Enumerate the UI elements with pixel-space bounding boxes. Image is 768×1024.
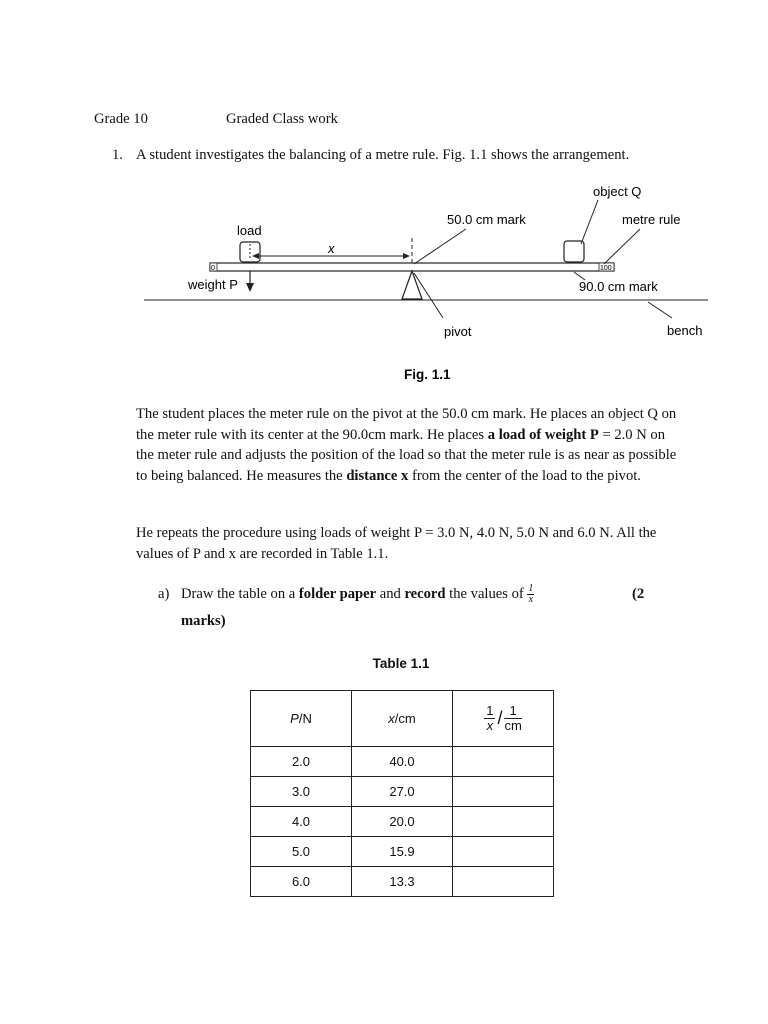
table-row xyxy=(251,867,554,897)
bench-label-line xyxy=(648,302,672,318)
part-a-instruction xyxy=(181,584,534,605)
table-caption: Table 1.1 xyxy=(372,656,430,671)
table-row xyxy=(251,807,554,837)
para1-part-e: from the center of the load to the pivot. xyxy=(408,467,641,484)
header-x-unit: /cm xyxy=(394,711,416,726)
header-x-var: x xyxy=(388,711,395,726)
question-number: 1. xyxy=(112,147,123,163)
table-row xyxy=(251,777,554,807)
header-grade: Grade 10 xyxy=(94,111,148,127)
bench-label: bench xyxy=(667,323,703,338)
part-a-marks-close: marks) xyxy=(181,613,226,629)
load-label: load xyxy=(237,223,262,238)
table-row xyxy=(251,837,554,867)
header-inv-frac xyxy=(484,704,495,733)
cell-p: 3.0 xyxy=(251,777,352,807)
fraction-numerator: 1 xyxy=(528,583,534,595)
part-a-marks-open: (2 xyxy=(632,586,645,602)
x-arrow-head-right xyxy=(403,253,410,259)
data-table xyxy=(250,690,554,897)
weight-p-text: weight P xyxy=(188,277,238,292)
figure-caption: Fig. 1.1 xyxy=(404,367,451,382)
part-a-folder-paper: folder paper xyxy=(298,586,377,602)
fraction-denominator: x xyxy=(528,594,534,606)
header-inv-unit-den: cm xyxy=(504,718,522,733)
pivot-label: pivot xyxy=(444,324,472,339)
x-label: x xyxy=(328,241,335,256)
paragraph-procedure xyxy=(136,404,681,486)
question-intro: A student investigates the balancing of a metre rule. Fig. 1.1 shows the arrangement. xyxy=(136,147,630,163)
cell-inv xyxy=(453,867,554,897)
zero-mark-text: 0 xyxy=(211,265,215,272)
cell-inv xyxy=(453,747,554,777)
header-title: Graded Class work xyxy=(226,111,338,127)
part-a-t3: and xyxy=(376,586,405,602)
header-inv-unit-num: 1 xyxy=(504,704,521,719)
cell-x: 15.9 xyxy=(352,837,453,867)
cell-inv xyxy=(453,807,554,837)
header-inv-den: x xyxy=(486,718,494,733)
para1-bold-distance: distance x xyxy=(346,467,409,484)
header-inv-num: 1 xyxy=(486,703,494,718)
cell-x: 40.0 xyxy=(352,747,453,777)
para1-bold-load: a load of weight P xyxy=(487,426,599,443)
metre-rule-line xyxy=(604,229,640,264)
cell-p: 4.0 xyxy=(251,807,352,837)
paragraph-repeat: He repeats the procedure using loads of weight P = 3.0 N, 4.0 N, 5.0 N and 6.0 N. All the values of P and x are recorded in Table 1.1. xyxy=(136,525,657,562)
metre-rule-label: metre rule xyxy=(622,212,681,227)
header-x xyxy=(352,691,453,747)
header-p-unit: /N xyxy=(298,711,312,726)
mark-90-label: 90.0 cm mark xyxy=(579,279,658,294)
para1-part-a: The student places the meter rule on the pivot at the 50.0 cm mark. He places an object Q on the meter rule with its center at the 90.0cm mark. He places xyxy=(136,406,677,443)
part-a-t1: Draw the table on a xyxy=(181,586,299,602)
cell-p: 6.0 xyxy=(251,867,352,897)
table-header-row xyxy=(251,691,554,747)
object-q-box xyxy=(564,241,584,262)
header-p-var: P xyxy=(290,711,299,726)
object-q-label: object Q xyxy=(593,184,642,199)
header-p xyxy=(251,691,352,747)
cell-x: 13.3 xyxy=(352,867,453,897)
object-q-line xyxy=(581,200,598,244)
pivot-triangle xyxy=(402,271,422,299)
cell-p: 2.0 xyxy=(251,747,352,777)
part-a-record: record xyxy=(404,586,446,602)
cell-x: 20.0 xyxy=(352,807,453,837)
header-inverse-x: $\frac{1}{x}$ / $\frac{1}{cm}$ xyxy=(453,691,554,747)
header-inv-unit-frac xyxy=(504,704,521,733)
hundred-mark-text: 100 xyxy=(600,265,612,272)
cell-p: 5.0 xyxy=(251,837,352,867)
table-row xyxy=(251,747,554,777)
part-a-t5: the values of xyxy=(445,586,528,602)
weight-p-label xyxy=(187,277,238,292)
cell-inv xyxy=(453,777,554,807)
part-a-fraction xyxy=(527,584,534,605)
cell-inv xyxy=(453,837,554,867)
figure-metre-rule xyxy=(0,178,768,388)
mark-50-line xyxy=(414,229,466,264)
cell-x: 27.0 xyxy=(352,777,453,807)
para1-part-c: = 2.0 N on the meter rule and adjusts the position of the load so that the meter rule is as near as possible to being balanced. He measures the xyxy=(136,426,677,484)
mark-50-label: 50.0 cm mark xyxy=(447,212,526,227)
weight-arrow-head xyxy=(246,283,254,292)
part-a-label: a) xyxy=(158,586,170,602)
